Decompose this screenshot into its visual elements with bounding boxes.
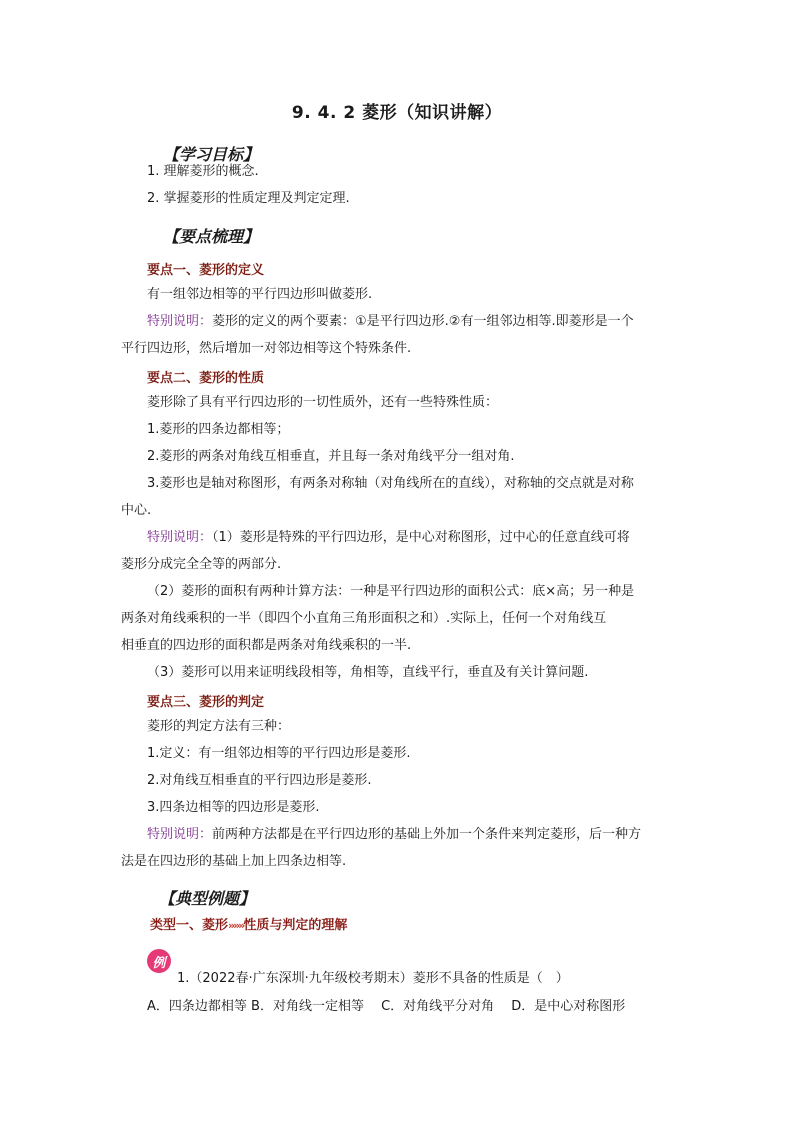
- type-heading: [150, 914, 347, 933]
- note-text: 前两种方法都是在平行四边形的基础上外加一个条件来判定菱形，后一种方: [212, 827, 642, 842]
- list-item: 2.菱形的两条对角线互相垂直，并且每一条对角线平分一组对角.: [147, 449, 515, 464]
- goal-item: 1. 理解菱形的概念.: [147, 164, 259, 179]
- note-paragraph: （3）菱形可以用来证明线段相等，角相等，直线平行，垂直及有关计算问题.: [147, 665, 589, 680]
- type-heading-b: 性质与判定的理解: [243, 918, 348, 933]
- key-heading-definition: 要点一、菱形的定义: [147, 263, 265, 278]
- page-title: 9. 4. 2 菱形（知识讲解）: [291, 103, 503, 123]
- paragraph: 有一组邻边相等的平行四边形叫做菱形.: [147, 287, 373, 302]
- type-heading-a: 类型一、菱形: [150, 918, 229, 933]
- note-paragraph-cont: 菱形分成完全全等的两部分.: [121, 557, 282, 572]
- list-item-cont: 中心.: [121, 503, 152, 518]
- note-label: 特别说明：: [147, 314, 213, 329]
- note-label: 特别说明：: [147, 530, 213, 545]
- key-heading-criteria: 要点三、菱形的判定: [147, 695, 265, 710]
- note-text: 菱形的定义的两个要素：①是平行四边形.②有一组邻边相等.即菱形是一个: [212, 314, 634, 329]
- section-heading-goals: 【学习目标】: [163, 145, 260, 164]
- note-text: （1）菱形是特殊的平行四边形，是中心对称图形，过中心的任意直线可将: [212, 530, 630, 545]
- goal-item: 2. 掌握菱形的性质定理及判定定理.: [147, 191, 350, 206]
- list-item: 1.定义：有一组邻边相等的平行四边形是菱形.: [147, 746, 411, 761]
- note-paragraph: [147, 826, 641, 844]
- paragraph: 菱形除了具有平行四边形的一切性质外，还有一些特殊性质：: [147, 395, 499, 410]
- example-badge-icon: 例: [147, 949, 171, 973]
- question-options: A．四条边都相等 B．对角线一定相等 C．对角线平分对角 D．是中心对称图形: [147, 999, 626, 1014]
- arrow-icon: »»»: [228, 919, 244, 932]
- note-paragraph: [147, 529, 630, 547]
- key-heading-properties: 要点二、菱形的性质: [147, 371, 265, 386]
- list-item: 2.对角线互相垂直的平行四边形是菱形.: [147, 773, 372, 788]
- section-heading-points: 【要点梳理】: [163, 227, 260, 246]
- note-paragraph: （2）菱形的面积有两种计算方法：一种是平行四边形的面积公式：底×高；另一种是: [147, 584, 635, 599]
- list-item: 3.菱形也是轴对称图形，有两条对称轴（对角线所在的直线），对称轴的交点就是对称: [147, 476, 634, 491]
- note-label: 特别说明：: [147, 827, 213, 842]
- list-item: 1.菱形的四条边都相等；: [147, 422, 290, 437]
- list-item: 3.四条边相等的四边形是菱形.: [147, 800, 320, 815]
- paragraph: 菱形的判定方法有三种：: [147, 719, 291, 734]
- note-paragraph-cont: 平行四边形，然后增加一对邻边相等这个特殊条件.: [121, 341, 412, 356]
- note-paragraph-cont: 法是在四边形的基础上加上四条边相等.: [121, 854, 347, 869]
- question-text: 1.（2022春·广东深圳·九年级校考期末）菱形不具备的性质是（ ）: [177, 971, 569, 986]
- section-heading-examples: 【典型例题】: [159, 889, 256, 908]
- note-paragraph-cont: 两条对角线乘积的一半（即四个小直角三角形面积之和）.实际上，任何一个对角线互: [121, 611, 607, 626]
- note-paragraph-cont: 相垂直的四边形的面积都是两条对角线乘积的一半.: [121, 638, 412, 653]
- note-paragraph: [147, 313, 634, 331]
